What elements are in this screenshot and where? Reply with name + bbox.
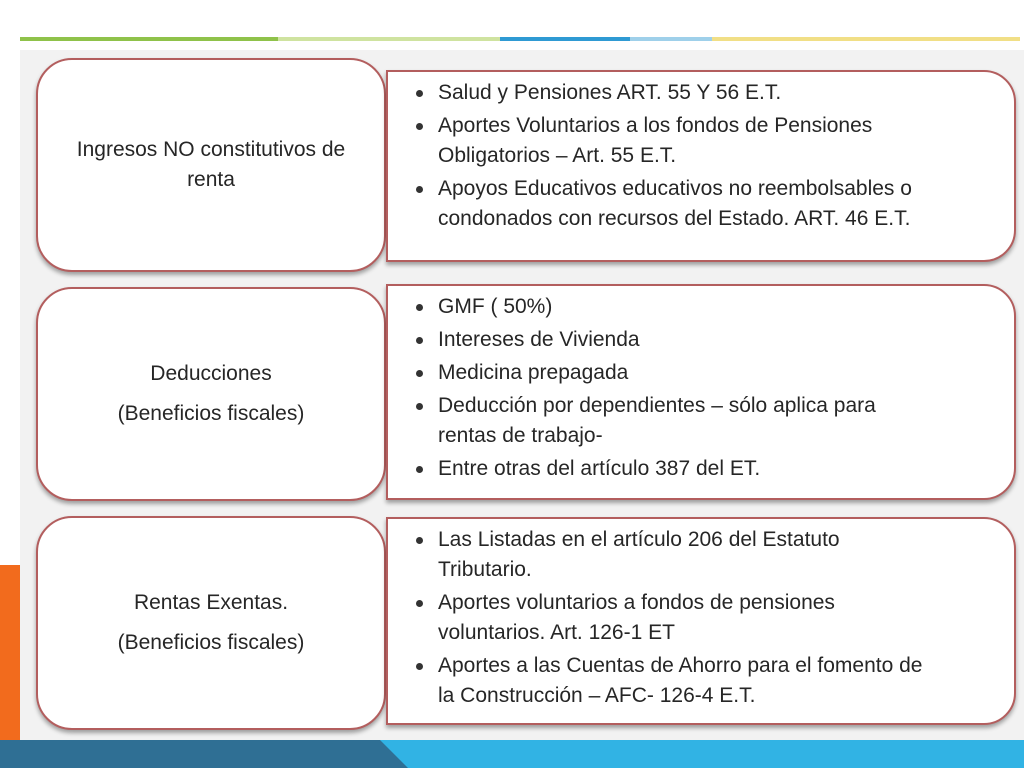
bottom-band-light [380,740,1024,768]
label-line: Rentas Exentas. [133,590,289,614]
label-line: Deducciones [150,361,272,385]
top-rule-yellow [712,37,1020,41]
label-line: Ingresos NO constitutivos de [76,137,346,161]
bottom-decorative-band [0,740,1024,768]
top-rule-light-green [278,37,500,41]
list-item: Deducción por dependientes – sólo aplica para rentas de trabajo- [414,391,994,451]
list-item: Aportes Voluntarios a los fondos de Pensiones Obligatorios – Art. 55 E.T. [414,111,994,171]
label-deducciones [36,287,386,501]
list-item: Intereses de Vivienda [414,325,994,355]
list-item: GMF ( 50%) [414,292,994,322]
label-line: (Beneficios fiscales) [117,631,305,654]
list-item: Medicina prepagada [414,358,994,388]
list-rentas-exentas [386,517,1016,725]
list-item: Las Listadas en el artículo 206 del Estatuto Tributario. [414,525,994,585]
top-rule-light-blue [630,37,712,41]
list-ingresos-no-constitutivos [386,70,1016,262]
list-deducciones [386,284,1016,500]
bottom-band-dark [0,740,420,768]
list-item: Salud y Pensiones ART. 55 Y 56 E.T. [414,78,994,108]
label-ingresos-no-constitutivos [36,58,386,272]
list-item: Aportes a las Cuentas de Ahorro para el fomento de la Construcción – AFC- 126-4 E.T. [414,651,994,711]
list-item: Apoyos Educativos educativos no reembolsables o condonados con recursos del Estado. ART. 46 E.T. [414,174,994,234]
list-item: Aportes voluntarios a fondos de pensiones voluntarios. Art. 126-1 ET [414,588,994,648]
label-line: renta [187,168,235,191]
top-rule-blue [500,37,630,41]
list-item: Entre otras del artículo 387 del ET. [414,454,994,484]
top-rule-green [20,37,278,41]
label-rentas-exentas [36,516,386,730]
orange-accent-bar [0,565,20,740]
label-line: (Beneficios fiscales) [117,402,305,425]
